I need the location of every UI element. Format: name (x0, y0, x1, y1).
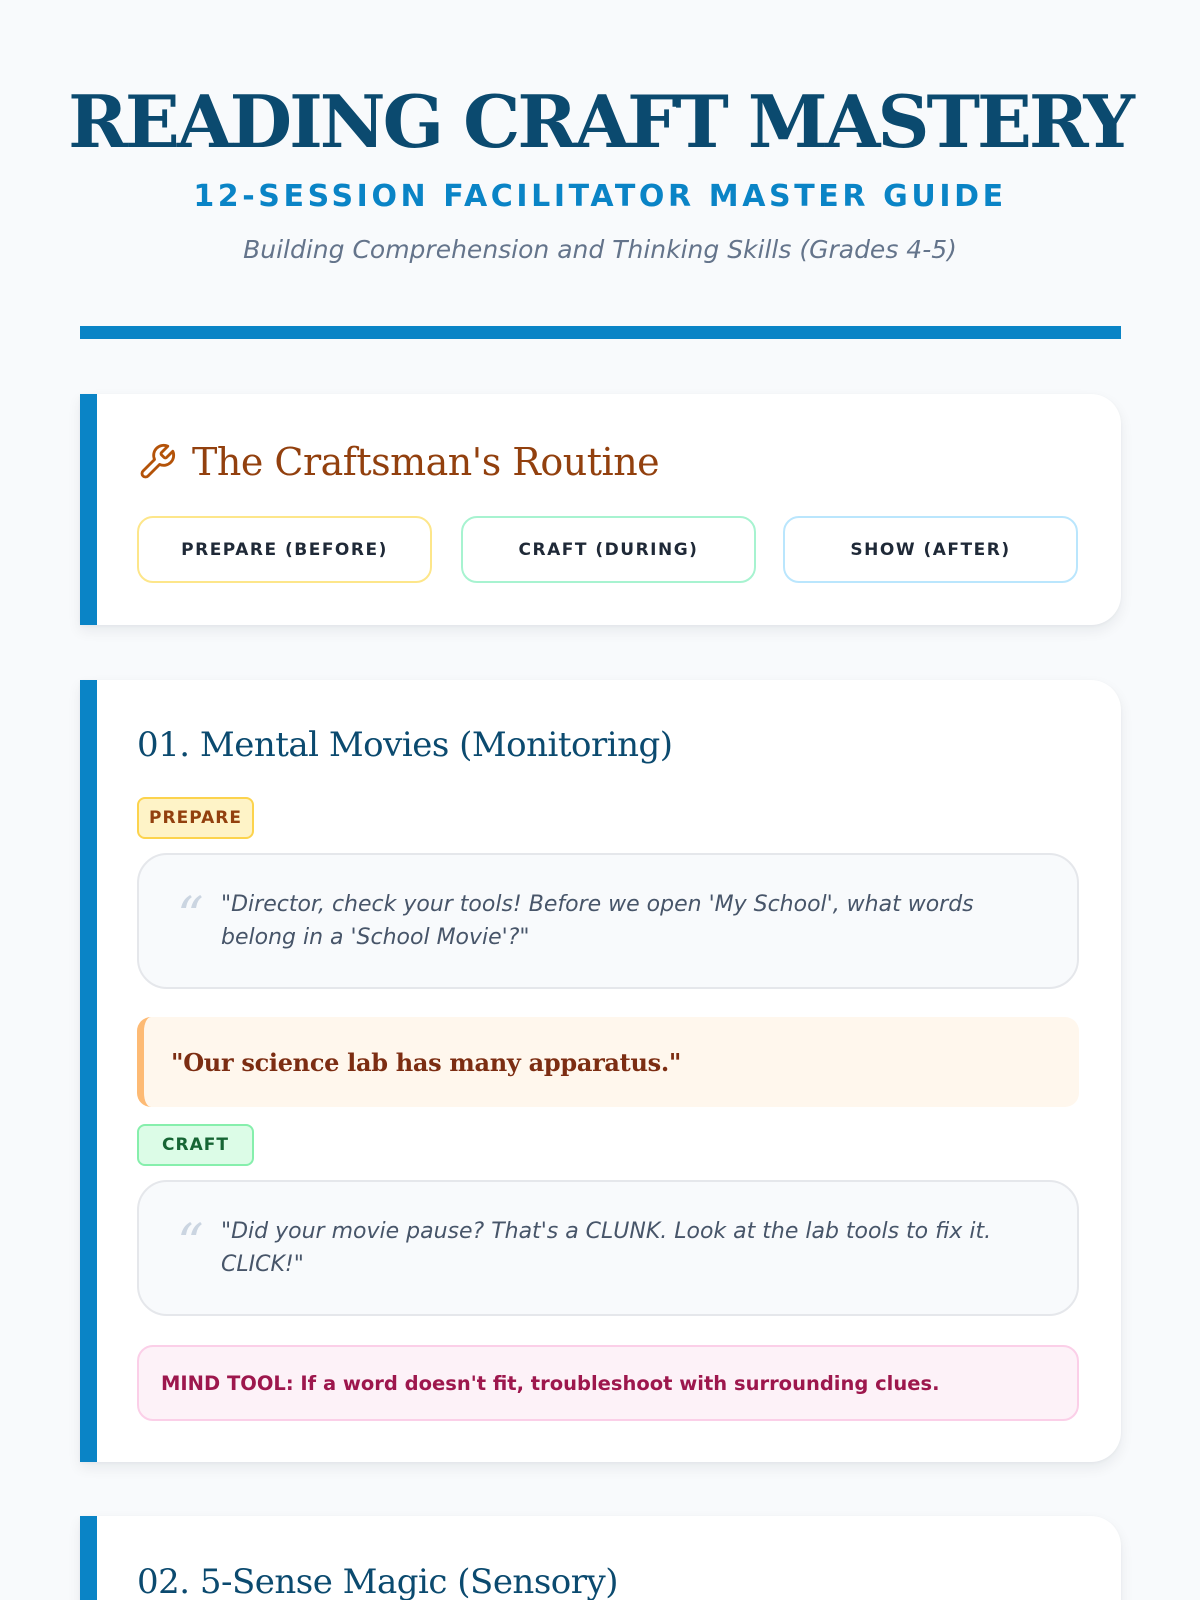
page-title: READING CRAFT MASTERY (68, 79, 1132, 164)
wrench-icon (137, 442, 177, 482)
prepare-quote-text: "Director, check your tools! Before we open 'My School', what words belong in a 'School Movie'?" (221, 892, 974, 950)
session-title-01: 01. Mental Movies (Monitoring) (137, 725, 673, 765)
craft-tag: CRAFT (137, 1124, 254, 1166)
page-tagline: Building Comprehension and Thinking Skills (Grades 4-5) (243, 235, 957, 264)
quote-mark-icon: “ (177, 1214, 204, 1274)
page-subtitle: 12-SESSION FACILITATOR MASTER GUIDE (193, 179, 1007, 214)
routine-heading (137, 438, 659, 486)
mind-tool-text: MIND TOOL: If a word doesn't fit, troubleshoot with surrounding clues. (161, 1371, 940, 1395)
session-title-02: 02. 5-Sense Magic (Sensory) (137, 1562, 618, 1600)
prepare-tag: PREPARE (137, 797, 254, 839)
prepare-phase-button[interactable]: PREPARE (BEFORE) (137, 516, 432, 583)
craft-phase-button[interactable]: CRAFT (DURING) (461, 516, 756, 583)
example-sentence: "Our science lab has many apparatus." (171, 1047, 682, 1077)
show-phase-button[interactable]: SHOW (AFTER) (783, 516, 1078, 583)
routine-card (80, 394, 1121, 625)
masthead (0, 0, 1200, 266)
quote-mark-icon: “ (177, 887, 204, 947)
header-divider (80, 326, 1121, 339)
craft-quote-box (137, 1180, 1079, 1316)
craft-quote-text: "Did your movie pause? That's a CLUNK. Look at the lab tools to fix it. CLICK!" (221, 1219, 992, 1277)
mind-tool-box (137, 1345, 1079, 1421)
prepare-quote-box (137, 853, 1079, 989)
routine-title: The Craftsman's Routine (192, 440, 660, 484)
example-sentence-box (137, 1017, 1079, 1107)
